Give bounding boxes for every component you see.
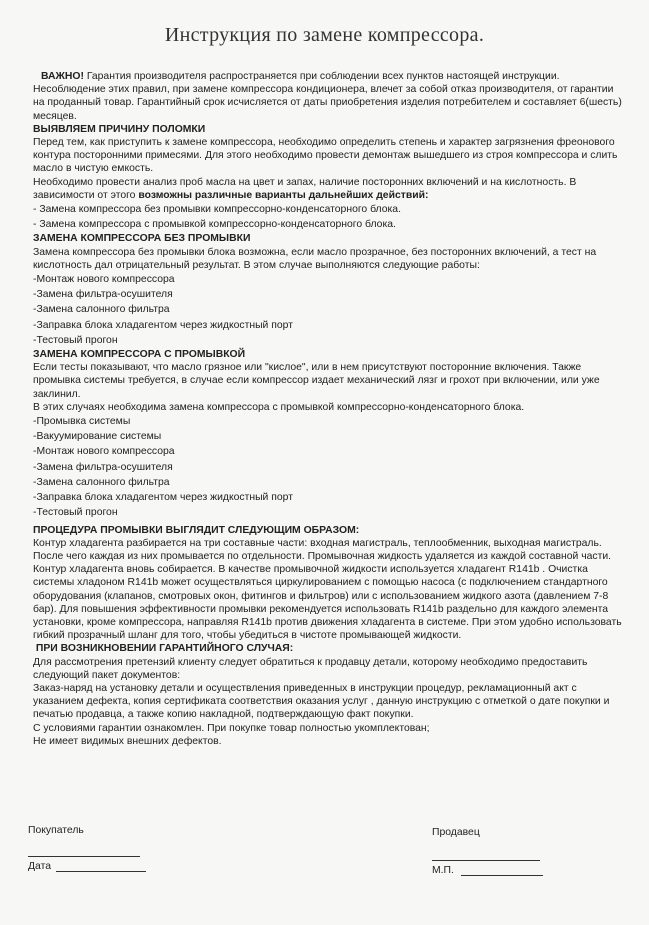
warranty-paragraph-4: Не имеет видимых внешних дефектов.: [33, 735, 222, 747]
list-item: -Заправка блока хладагентом через жидкостный порт: [33, 492, 293, 504]
list-item: -Замена фильтра-осушителя: [33, 461, 173, 473]
intro-paragraph: [33, 70, 623, 123]
warranty-paragraph-3: С условиями гарантии ознакомлен. При покупке товар полностью укомплектован;: [33, 722, 430, 734]
diagnosis-paragraph-2-bold: возможны различные варианты дальнейших действий:: [138, 189, 429, 201]
date-line[interactable]: [56, 861, 146, 872]
with-flush-paragraph-1: Если тесты показывают, что масло грязное или "кислое", или в нем присутствуют посторонние включения. Также промывка системы требуется, в случае если компрессор издает механический лязг и грохот при включении, или уже заклинил.: [33, 362, 600, 400]
section-heading-warranty: ПРИ ВОЗНИКНОВЕНИИ ГАРАНТИЙНОГО СЛУЧАЯ:: [33, 643, 294, 655]
warranty-paragraph-1: Для рассмотрения претензий клиенту следует обратиться к продавцу детали, которому необходимо предоставить следующий пакет документов:: [33, 656, 588, 681]
section-heading-procedure: ПРОЦЕДУРА ПРОМЫВКИ ВЫГЛЯДИТ СЛЕДУЮЩИМ ОБРАЗОМ:: [33, 524, 360, 536]
list-item: -Монтаж нового компрессора: [33, 446, 175, 458]
list-item: -Замена фильтра-осушителя: [33, 289, 173, 301]
buyer-signature-block: [28, 825, 146, 872]
stamp-label: М.П.: [432, 865, 454, 876]
list-item: - Замена компрессора с промывкой компрессорно-конденсаторного блока.: [33, 219, 396, 231]
section-heading-no-flush: ЗАМЕНА КОМПРЕССОРА БЕЗ ПРОМЫВКИ: [33, 233, 251, 245]
list-item: -Замена салонного фильтра: [33, 304, 170, 316]
list-item: -Тестовый прогон: [33, 334, 118, 346]
buyer-label: Покупатель: [28, 825, 84, 836]
buyer-signature-line: [28, 846, 146, 857]
diagnosis-paragraph-2: [33, 176, 623, 202]
list-item: -Вакуумирование системы: [33, 431, 162, 443]
seller-signature-block: [432, 827, 543, 876]
no-flush-paragraph: Замена компрессора без промывки блока возможна, если масло прозрачное, без посторонних включений, а тест на кислотность дал отрицательный результат. В этом случае выполняются следующие работы:: [33, 246, 597, 271]
stamp-row: [432, 865, 543, 876]
list-item: -Заправка блока хладагентом через жидкостный порт: [33, 319, 293, 331]
diagnosis-paragraph-1: Перед тем, как приступить к замене компрессора, необходимо определить степень и характер загрязнения фреонового контура посторонними примесями. Для этого необходимо провести демонтаж вышедшего из строя компрессора и слить масло в чистую емкость.: [33, 137, 618, 175]
list-item: -Монтаж нового компрессора: [33, 274, 175, 286]
diagnosis-paragraph-2-text: Необходимо провести анализ проб масла на цвет и запах, наличие посторонних включений и на кислотность. В зависимости от этого: [33, 176, 577, 201]
seller-signature-line: [432, 850, 543, 861]
with-flush-paragraph-2: В этих случаях необходима замена компрессора с промывкой компрессорно-конденсаторного блока.: [33, 401, 525, 413]
list-item: -Тестовый прогон: [33, 507, 118, 519]
list-item: - Замена компрессора без промывки компрессорно-конденсаторного блока.: [33, 204, 401, 216]
list-item: -Промывка системы: [33, 416, 131, 428]
important-label: ВАЖНО!: [41, 71, 84, 82]
date-label: Дата: [28, 861, 52, 872]
section-heading-diagnosis: ВЫЯВЛЯЕМ ПРИЧИНУ ПОЛОМКИ: [33, 123, 206, 135]
date-row: [28, 861, 146, 872]
section-heading-with-flush: ЗАМЕНА КОМПРЕССОРА С ПРОМЫВКОЙ: [33, 349, 246, 361]
list-item: -Замена салонного фильтра: [33, 476, 170, 488]
document-body: [33, 70, 623, 748]
warranty-paragraph-2: Заказ-наряд на установку детали и осуществления приведенных в инструкции процедур, рекламационный акт с указанием дефекта, копия сертификата соответствия оказания услуг , данную инструкцию с отметкой о дате покупки и печатью продавца, а также копию накладной, подтверждающую факт покупки.: [33, 682, 610, 721]
seller-label: Продавец: [432, 827, 480, 838]
document-title: Инструкция по замене компрессора.: [164, 24, 485, 46]
stamp-line: [461, 865, 543, 876]
intro-text: Гарантия производителя распространяется при соблюдении всех пунктов настоящей инструкции. Несоблюдение этих правил, при замене компрессора кондиционера, влечет за собой отказ производителя, от гарантии на проданный товар. Гарантийный срок исчисляется от даты приобретения изделия потребителем и составляет 6(шесть) месяцев.: [33, 71, 622, 122]
procedure-paragraph: Контур хладагента разбирается на три составные части: входная магистраль, теплообменник, выходная магистраль. После чего каждая из них промывается по отдельности. Промывочная жидкость удаляется из каждой составной части. Контур хладагента вновь собирается. В качестве промывочной жидкости используется хладагент R141b . Очистка системы хладоном R141b может осуществляться циркулированием с помощью насоса (с подключением стандартного оборудования (клапанов, смотровых окон, фитингов и фильтров) или с использованием жидкого азота (давлением 7-8 бар). Для повышения эффективности промывки рекомендуется использовать R141b раздельно для каждого элемента установки, кроме компрессора, направляя R141b против движения хладагента в системе. При этом удобно использовать гибкий прозрачный шланг для того, чтобы убедиться в чистоте промывающей жидкости.: [33, 537, 622, 642]
